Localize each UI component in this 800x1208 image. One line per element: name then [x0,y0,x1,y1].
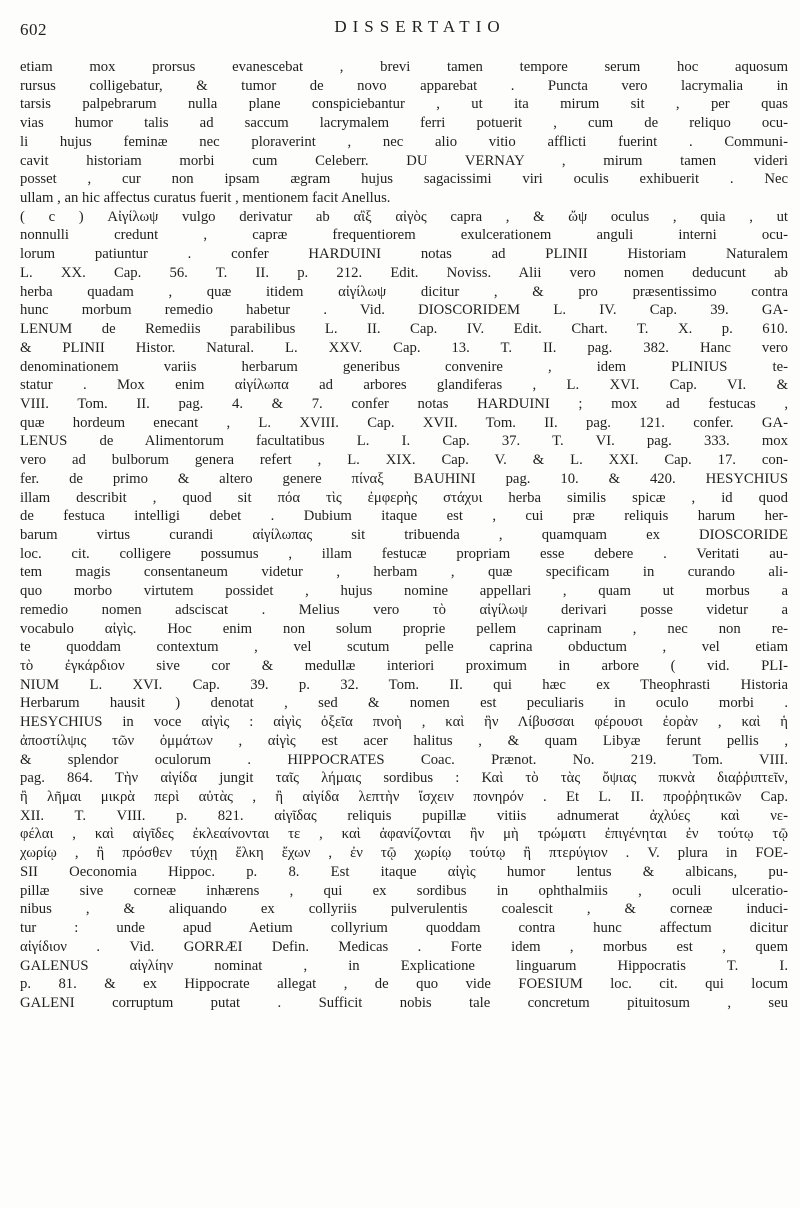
footnote-line: Herbarum hausit ) denotat , sed & nomen est peculiaris in oculo morbi . [20,695,788,712]
text-line: vias humor talis ad saccum lacrymalem ferri potuerit , cum de reliquo ocu- [20,115,788,132]
footnote-line: barum virtus curandi αἰγίλωπας sit tribuenda , quamquam ex DIOSCORIDE [20,526,788,543]
running-head: DISSERTATIO [334,17,506,36]
footnote-line: VIII. Tom. II. pag. 4. & 7. confer notas HARDUINI ; mox ad festucas , [20,395,788,412]
footnote-line: pag. 864. Τὴν αἰγίδα jungit ταῖς λήμαις sordibus : Καὶ τὸ τὰς ὄψιας πυκνὰ διαῤῥιπτεῖν, [20,770,788,787]
footnote-line: τὸ ἐγκάρδιον sive cor & medullæ interiori proximum in arbore ( vid. PLI- [20,658,788,674]
page-number: 602 [20,20,47,39]
footnote-line: tem magis consentaneum videtur , herbam , quæ specificam in curando ali- [20,564,788,581]
footnote-line: L. XX. Cap. 56. T. II. p. 212. Edit. Noviss. Alii vero nomen deducunt ab [20,264,788,281]
footnote-line: LENUM de Remediis parabilibus L. II. Cap. IV. Edit. Chart. T. X. p. 610. [20,321,788,338]
footnote-line: XII. T. VIII. p. 821. αἰγῖδας reliquis pupillæ vitiis adnumerat ἀχλύες καὶ νε- [20,807,788,824]
footnote-line: de festuca intelligi debet . Dubium itaque est , cui præ reliquis harum her- [20,508,788,525]
footnote-line: quæ hordeum enecant , L. XVIII. Cap. XVII. Tom. II. pag. 121. confer. GA- [20,414,788,431]
footnote-line: GALENI corruptum putat . Sufficit nobis tale concretum pituitosum , seu [20,994,788,1011]
footnote-line [20,1050,788,1069]
footnote-line: ἢ λῆμαι μικρὰ περὶ αὐτὰς , ἢ αἰγίδα λεπτὴν ἴσχειν πονηρόν . Et L. II. προῤῥητικῶν Cap. [20,789,788,806]
text-line: ullam , an hic affectus curatus fuerit , mentionem facit Anellus. [20,190,391,207]
text-line: rursus colligebatur, & tumor de novo apparebat . Puncta vero lacrymalia in [20,77,788,94]
text-line: tarsis palpebrarum nulla plane conspiciebantur , ut ita mirum sit , per quas [20,96,788,113]
footnote-line: SII Oeconomia Hippoc. p. 8. Est itaque αἰγὶς humor lentus & albicans, pu- [20,863,788,880]
footnote-line: nonnulli credunt , capræ frequentiorem exulcerationem anguli interni ocu- [20,227,788,244]
footnote-line: ἀποστίλψις τῶν ὀμμάτων , αἰγὶς est acer halitus , & quam Libyæ ferunt pellis , [20,732,788,749]
text-line: etiam mox prorsus evanescebat , brevi tamen tempore serum hoc aquosum [20,59,788,75]
footnote-line: quo morbo virtutem possidet , hujus nomine appellari , quam ut morbus a [20,583,788,600]
footnote-line: nibus , & aliquando ex collyriis pulverulentis coalescit , & corneæ induci- [20,901,788,918]
footnote-line: χωρίῳ , ἢ πρόσθεν τύχῃ ἕλκη ἔχων , ἐν τῷ χωρίῳ τούτῳ ἢ πτερύγιον . V. plura in FOE- [20,845,788,862]
text-line: cavit historiam morbi cum Celeberr. DU VERNAY , mirum tamen videri [20,152,788,169]
body-text [20,58,788,1088]
footnote-line: pillæ sive corneæ inhærens , qui ex sordibus in ophthalmiis , oculi ulceratio- [20,882,788,899]
footnote-line: p. 81. & ex Hippocrate allegat , de quo vide FOESIUM loc. cit. qui locum [20,976,788,993]
footnote-line: loc. cit. colligere possumus , illam festucæ propriam esse debere . Veritati au- [20,545,788,562]
footnote-line: denominationem variis herbarum generibus convenire , idem PLINIUS te- [20,358,788,375]
footnote-line: & PLINII Histor. Natural. L. XXV. Cap. 13. T. II. pag. 382. Hanc vero [20,339,788,356]
footnote-line [20,1031,788,1050]
footnote-line: αἰγίδιον . Vid. GORRÆI Defin. Medicas . Forte idem , morbus est , quem [20,938,788,955]
footnote-line: ( c ) Αἰγίλωψ vulgo derivatur ab αἲξ αἰγὸς capra , & ὤψ oculus , quia , ut [20,208,788,225]
footnote-line: lorum patiuntur . confer HARDUINI notas ad PLINII Historiam Naturalem [20,246,788,263]
footnote-line: NIUM L. XVI. Cap. 39. p. 32. Tom. II. qui hæc ex Theophrasti Historia [20,676,788,693]
footnote-line: GALENUS αἰγλίην nominat , in Explicatione linguarum Hippocratis T. I. [20,957,788,974]
footnote-line: remedio nomen adsciscat . Melius vero τὸ αἰγίλωψ derivari posse videtur a [20,601,788,618]
footnote-line: fer. de primo & altero genere πίναξ BAUHINI pag. 10. & 420. HESYCHIUS [20,470,788,487]
footnote-line: vocabulo αἰγὶς. Hoc enim non solum proprie pellem caprinam , nec non re- [20,620,788,637]
text-line: posset , cur non ipsam ægram hujus sagacissimi viri oculis exhibuerit . Nec [20,171,788,188]
footnote-line: statur . Mox enim αἰγίλωπα ad arbores glandiferas , L. XVI. Cap. VI. & [20,377,788,394]
footnote-line: LENUS de Alimentorum facultatibus L. I. Cap. 37. T. VI. pag. 333. mox [20,433,788,450]
footnote-line: & splendor oculorum . HIPPOCRATES Coac. Prænot. No. 219. Tom. VIII. [20,751,788,768]
footnote-line: illam describit , quod sit πόα τὶς ἐμφερὴς στάχυι herba similis spicæ , id quod [20,489,788,506]
footnote-line: φέλαι , καὶ αἰγῖδες ἐκλεαίνονται τε , καὶ ἀφανίζονται ἢν μὴ τρώματι ἐπιγένηται ἐν τούτῳ τῷ [20,826,788,843]
footnote-line: HESYCHIUS in voce αἰγὶς : αἰγὶς ὀξεῖα πνοὴ , καὶ ἣν Λίβυσσαι φέρουσι ἐορὰν , καὶ ἡ [20,714,788,731]
footnote-line [20,1013,788,1032]
footnote-line: vero ad bulborum genera refert , L. XIX. Cap. V. & L. XXI. Cap. 17. con- [20,452,788,469]
footnote-line: herba quadam , quæ itidem αἰγίλωψ dicitur , & pro præsentissimo contra [20,283,788,300]
footnote-line: hunc morbum remedio habetur . Vid. DIOSCORIDEM L. IV. Cap. 39. GA- [20,302,788,319]
footnote-line: te quoddam contextum , vel scutum pelle caprina obductum , vel etiam [20,639,788,656]
footnote-line [20,1069,788,1088]
footnote-line: tur : unde apud Aetium collyrium quoddam contra hunc affectum dicitur [20,920,788,937]
text-line: li hujus feminæ nec ploraverint , nec alio vitio afflicti fuerint . Communi- [20,133,788,150]
